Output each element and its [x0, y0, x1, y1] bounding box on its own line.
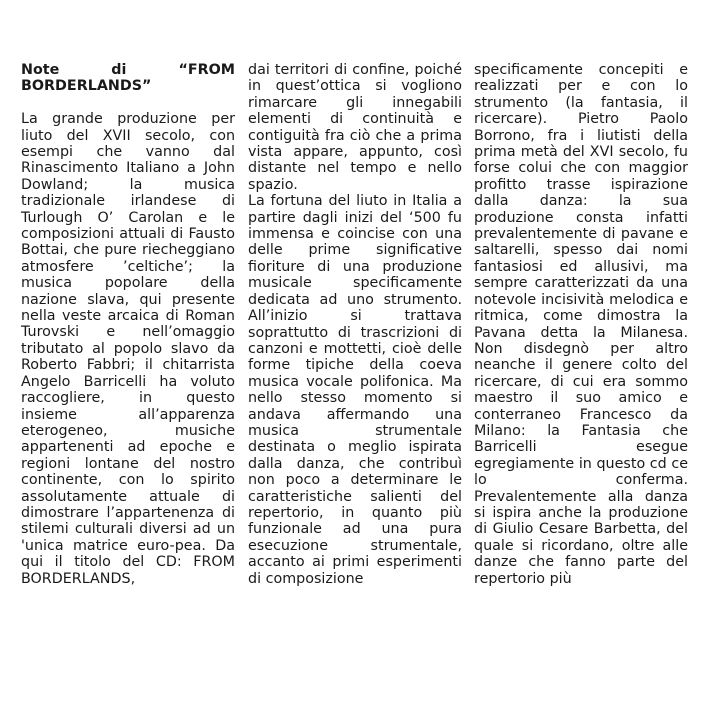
column-3-paragraph: specificamente concepiti e realizzati per e con lo strumento (la fantasia, il ricercare). Pietro Paolo Borrono, fra i liutisti della prima metà del XVI secolo, fu forse colui che con maggior profitto trasse ispirazione dalla danza: la sua produzione consta infatti prevalentemente di pavane e saltarelli, spesso dai nomi fantasiosi ed allusivi, ma sempre caratterizzati da una notevole incisività melodica e ritmica, come dimostra la Pavana detta la Milanesa. Non disdegnò per altro neanche il genere colto del ricercare, di cui era sommo maestro il suo amico e conterraneo Francesco da Milano: la Fantasia che Barricelli esegue egregiamente in questo cd ce lo conferma. Prevalentemente alla danza si ispira anche la produzione di Giulio Cesare Barbetta, del quale si ricordano, oltre alle danze che fanno parte del repertorio più	[474, 62, 688, 587]
column-2-paragraph-1: dai territori di confine, poiché in quest’ottica si vogliono rimarcare gli innegabili elementi di continuità e contiguità fra ciò che a prima vista appare, appunto, così distante nel tempo e nello spazio.	[248, 62, 462, 193]
text-column-2	[248, 62, 462, 587]
article-heading: Note di “FROM BORDERLANDS”	[21, 62, 235, 95]
column-1-paragraph: La grande produzione per liuto del XVII secolo, con esempi che vanno dal Rinascimento Italiano a John Dowland; la musica tradizionale irlandese di Turlough O’ Carolan e le composizioni attuali di Fausto Bottai, che pure riecheggiano atmosfere ’celtiche’; la musica popolare della nazione slava, qui presente nella veste arcaica di Roman Turovski e nell’omaggio tributato al popolo slavo da Roberto Fabbri; il chitarrista Angelo Barricelli ha voluto raccogliere, in questo insieme all’apparenza eterogeneo, musiche appartenenti ad epoche e regioni lontane del nostro continente, con lo spirito assolutamente attuale di dimostrare l’appartenenza di stilemi culturali diversi ad un 'unica matrice euro-pea. Da qui il titolo del CD: FROM BORDERLANDS,	[21, 111, 235, 587]
column-2-paragraph-2: La fortuna del liuto in Italia a partire dagli inizi del ‘500 fu immensa e coincise con una delle prime significative fioriture di una produzione musicale specificamente dedicata ad uno strumento. All’inizio si trattava soprattutto di trascrizioni di canzoni e mottetti, cioè delle forme tipiche della coeva musica vocale polifonica. Ma nello stesso momento si andava affermando una musica strumentale destinata o meglio ispirata dalla danza, che contribuì non poco a determinare le caratteristiche salienti del repertorio, in quanto più funzionale ad una pura esecuzione strumentale, accanto ai primi esperimenti di composizione	[248, 193, 462, 587]
text-column-1	[21, 62, 235, 587]
text-column-3	[474, 62, 688, 587]
